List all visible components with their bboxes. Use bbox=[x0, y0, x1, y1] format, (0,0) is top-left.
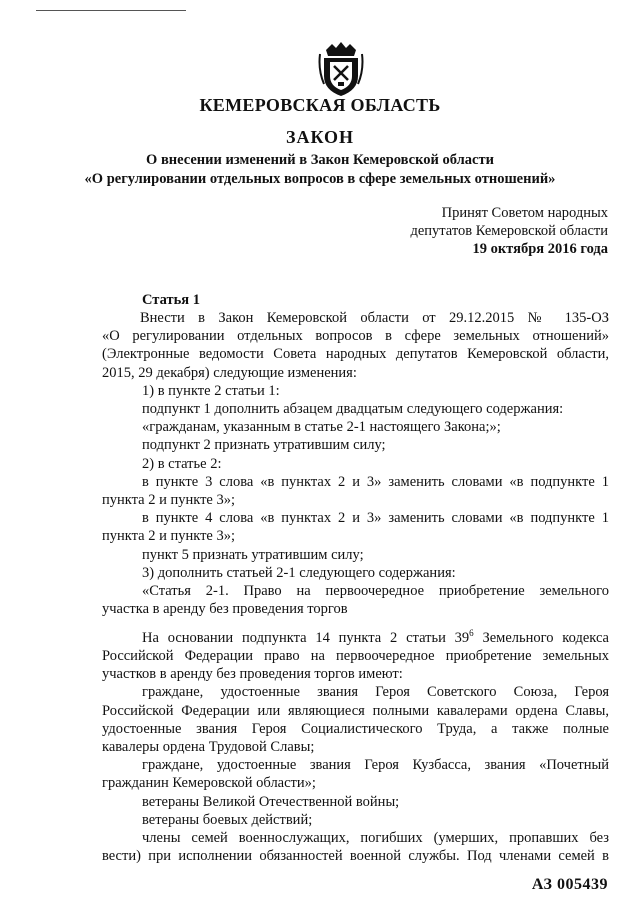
paragraph-line: подпункт 1 дополнить абзацем двадцатым следующего содержания: bbox=[142, 401, 564, 418]
article-2-1-text bbox=[102, 624, 609, 865]
coat-of-arms-icon bbox=[318, 40, 364, 98]
article-1-text bbox=[102, 309, 609, 618]
article-heading: Статья 1 bbox=[142, 292, 200, 308]
paragraph-line: Российской Федерации право на первоочередное приобретение земельных bbox=[102, 648, 609, 665]
document-type-title: ЗАКОН bbox=[285, 127, 355, 147]
adoption-block bbox=[410, 204, 608, 258]
subtitle-line-1: О внесении изменений в Закон Кемеровской области bbox=[146, 152, 494, 168]
paragraph-line: кавалеры ордена Трудовой Славы; bbox=[102, 739, 315, 756]
paragraph-line bbox=[102, 624, 609, 647]
paragraph-line: члены семей военнослужащих, погибших (умерших, пропавших без bbox=[142, 830, 609, 847]
article-superscript: 6 bbox=[469, 628, 474, 638]
paragraph-line: гражданин Кемеровской области»; bbox=[102, 775, 316, 792]
adoption-date: 19 октября 2016 года bbox=[472, 241, 608, 257]
paragraph-line: граждане, удостоенные звания Героя Кузбасса, звания «Почетный bbox=[142, 757, 609, 774]
paragraph-line: «гражданам, указанным в статье 2-1 настоящего Закона;»; bbox=[142, 419, 501, 436]
basis-line-start: На основании подпункта 14 пункта 2 статьи 39 bbox=[142, 629, 470, 646]
paragraph-line: ветераны Великой Отечественной войны; bbox=[142, 793, 400, 810]
paragraph-line: удостоенные звания Героя Социалистического Труда, а также полные bbox=[102, 720, 609, 737]
paragraph-line: «О регулировании отдельных вопросов в сфере земельных отношений» bbox=[102, 328, 609, 345]
paragraph-line: 2) в статье 2: bbox=[142, 455, 222, 472]
paragraph-line: 3) дополнить статьей 2-1 следующего содержания: bbox=[142, 564, 456, 581]
paragraph-line: Российской Федерации или являющиеся полными кавалерами ордена Славы, bbox=[102, 702, 609, 719]
paragraph-line: «Статья 2-1. Право на первоочередное приобретение земельного bbox=[142, 583, 609, 600]
top-rule bbox=[36, 10, 186, 11]
paragraph-line: вести) при исполнении обязанностей военной службы. Под членами семей в bbox=[102, 848, 609, 865]
region-title: КЕМЕРОВСКАЯ ОБЛАСТЬ bbox=[199, 95, 441, 115]
subtitle-line-2: «О регулировании отдельных вопросов в сфере земельных отношений» bbox=[84, 171, 556, 187]
paragraph-line: пункта 2 и пункте 3»; bbox=[102, 528, 236, 545]
paragraph-line: подпункт 2 признать утратившим силу; bbox=[142, 437, 386, 454]
paragraph-line: участков в аренду без проведения торгов имеют: bbox=[102, 666, 403, 683]
paragraph-line: участка в аренду без проведения торгов bbox=[102, 601, 348, 618]
paragraph-line: (Электронные ведомости Совета народных депутатов Кемеровской области, bbox=[102, 346, 609, 363]
adopted-line-1: Принят Советом народных bbox=[441, 205, 608, 221]
paragraph-line: пункта 2 и пункте 3»; bbox=[102, 492, 236, 509]
document-subtitle bbox=[0, 151, 640, 189]
paragraph-line: 2015, 29 декабря) следующие изменения: bbox=[102, 364, 357, 381]
adopted-line-2: депутатов Кемеровской области bbox=[410, 223, 608, 239]
basis-line-end: Земельного кодекса bbox=[473, 629, 609, 646]
paragraph-line: в пункте 4 слова «в пунктах 2 и 3» заменить словами «в подпункте 1 bbox=[142, 510, 609, 527]
paragraph-line: в пункте 3 слова «в пунктах 2 и 3» заменить словами «в подпункте 1 bbox=[142, 473, 609, 490]
paragraph-line: граждане, удостоенные звания Героя Советского Союза, Героя bbox=[142, 684, 609, 701]
paragraph-line: пункт 5 признать утратившим силу; bbox=[142, 546, 364, 563]
paragraph-line: ветераны боевых действий; bbox=[142, 811, 313, 828]
paragraph-line: 1) в пункте 2 статьи 1: bbox=[142, 382, 280, 399]
paragraph-line: Внести в Закон Кемеровской области от 29.12.2015 № 135-ОЗ bbox=[140, 310, 609, 326]
serial-stamp: АЗ 005439 bbox=[531, 876, 608, 893]
